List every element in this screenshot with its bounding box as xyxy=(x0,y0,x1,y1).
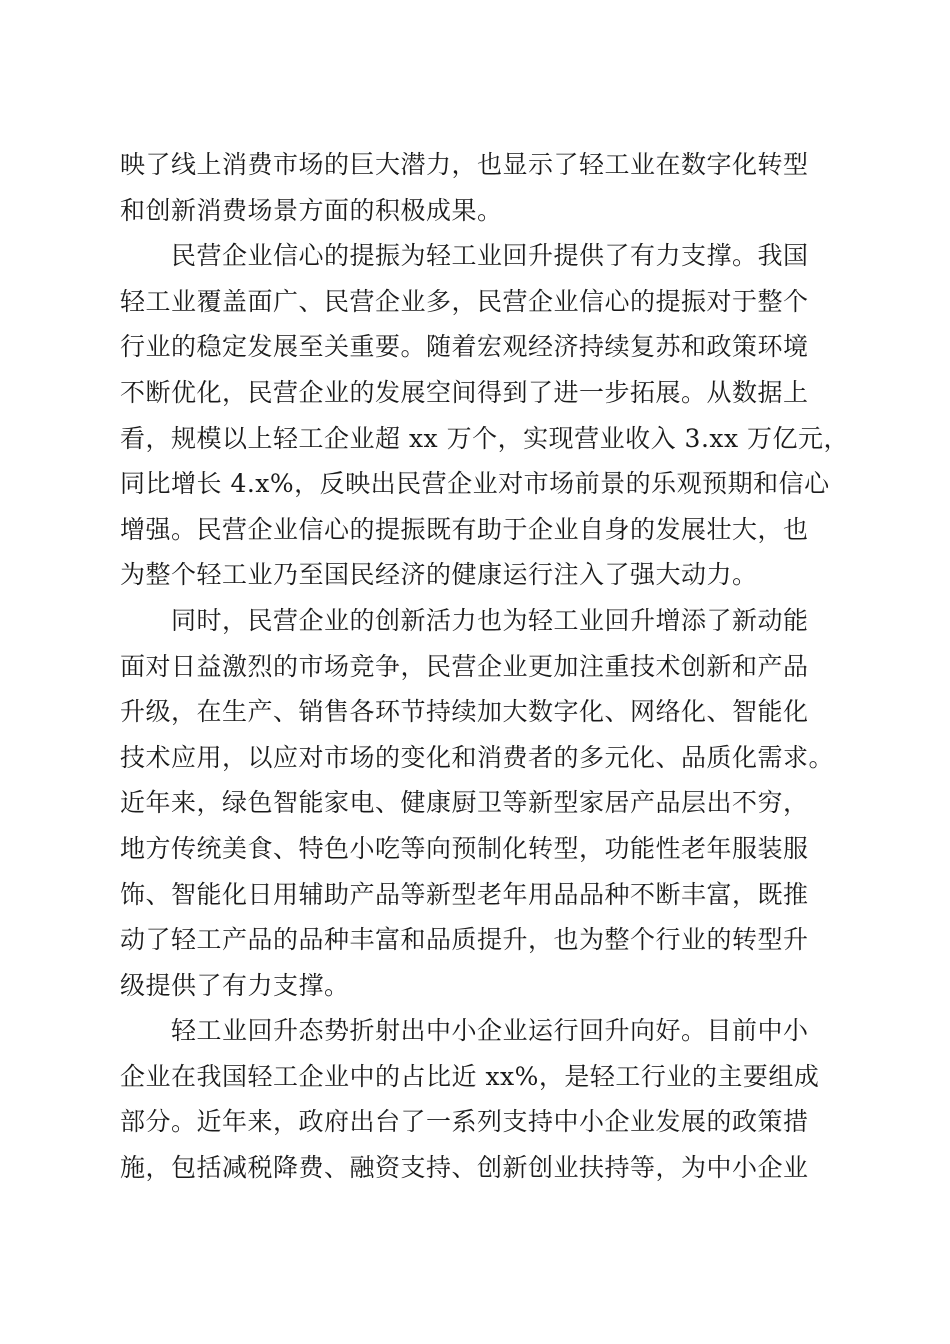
text-line: 轻工业覆盖面广、民营企业多，民营企业信心的提振对于整个 xyxy=(120,286,809,316)
body-text xyxy=(120,142,850,1191)
text-line: 映了线上消费市场的巨大潜力，也显示了轻工业在数字化转型 xyxy=(120,150,809,179)
paragraph xyxy=(120,142,825,233)
text-line: 面对日益激烈的市场竞争，民营企业更加注重技术创新和产品 xyxy=(120,651,809,681)
text-line: 增强。民营企业信心的提振既有助于企业自身的发展壮大，也 xyxy=(120,514,809,544)
text-line: 升级，在生产、销售各环节持续加大数字化、网络化、智能化 xyxy=(120,697,809,727)
text-line: 民营企业信心的提振为轻工业回升提供了有力支撑。我国 xyxy=(120,241,809,271)
text-line: 近年来，绿色智能家电、健康厨卫等新型家居产品层出不穷， xyxy=(120,788,809,818)
paragraph xyxy=(120,233,850,598)
text-line: 施，包括减税降费、融资支持、创新创业扶持等，为中小企业 xyxy=(120,1153,809,1183)
text-line: 轻工业回升态势折射出中小企业运行回升向好。目前中小 xyxy=(120,1016,809,1046)
text-line: 行业的稳定发展至关重要。随着宏观经济持续复苏和政策环境 xyxy=(120,332,809,362)
text-line: 看，规模以上轻工企业超 xx 万个，实现营业收入 3.xx 万亿元， xyxy=(120,423,850,453)
text-line: 企业在我国轻工企业中的占比近 xx%，是轻工行业的主要组成 xyxy=(120,1061,820,1091)
text-line: 级提供了有力支撑。 xyxy=(120,970,350,1000)
text-line: 同时，民营企业的创新活力也为轻工业回升增添了新动能 xyxy=(120,605,809,635)
text-line: 部分。近年来，政府出台了一系列支持中小企业发展的政策措 xyxy=(120,1107,809,1137)
text-line: 为整个轻工业乃至国民经济的健康运行注入了强大动力。 xyxy=(120,560,758,590)
text-line: 饰、智能化日用辅助产品等新型老年用品品种不断丰富，既推 xyxy=(120,879,809,909)
text-line: 地方传统美食、特色小吃等向预制化转型，功能性老年服装服 xyxy=(120,833,809,863)
text-line: 同比增长 4.x%，反映出民营企业对市场前景的乐观预期和信心 xyxy=(120,469,830,499)
text-line: 技术应用，以应对市场的变化和消费者的多元化、品质化需求。 xyxy=(120,742,835,772)
paragraph xyxy=(120,598,835,1008)
paragraph xyxy=(120,1008,825,1190)
text-line: 和创新消费场景方面的积极成果。 xyxy=(120,195,503,225)
text-line: 不断优化，民营企业的发展空间得到了进一步拓展。从数据上 xyxy=(120,377,809,407)
text-line: 动了轻工产品的品种丰富和品质提升，也为整个行业的转型升 xyxy=(120,925,809,955)
